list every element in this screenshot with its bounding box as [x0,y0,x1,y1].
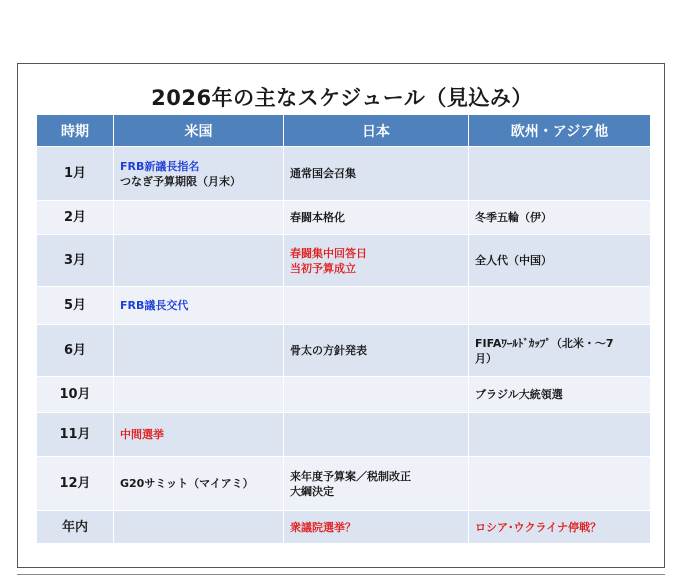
us-cell [114,201,284,235]
japan-cell [284,377,469,413]
us-cell [114,413,284,457]
us-cell [114,377,284,413]
europe-asia-event: 全人代（中国） [475,254,552,267]
japan-cell [284,511,469,544]
japan-cell [284,287,469,325]
table-row [37,201,651,235]
table-row [37,377,651,413]
month-cell: 3月 [37,235,114,287]
japan-event: 当初予算成立 [290,261,356,275]
table-row [37,413,651,457]
header-japan: 日本 [284,115,469,147]
us-event: つなぎ予算期限（月末） [120,174,241,188]
header-period: 時期 [37,115,114,147]
us-cell [114,147,284,201]
japan-event: 衆議院選挙？ [290,520,356,534]
month-cell: 2月 [37,201,114,235]
table-row [37,511,651,544]
europe-asia-cell [469,457,651,511]
japan-cell [284,235,469,287]
month-cell: 6月 [37,325,114,377]
europe-asia-cell [469,377,651,413]
table-row [37,325,651,377]
europe-asia-event: 月） [475,351,497,365]
japan-cell [284,201,469,235]
japan-cell [284,457,469,511]
bottom-divider [17,574,665,575]
us-event: 中間選挙 [120,428,164,441]
table-row [37,147,651,201]
europe-asia-cell [469,413,651,457]
month-cell: 5月 [37,287,114,325]
japan-cell [284,413,469,457]
japan-cell [284,147,469,201]
us-event: FRB新議長指名 [120,159,200,173]
us-event: FRB議長交代 [120,299,189,312]
europe-asia-cell [469,201,651,235]
us-event: G20サミット（マイアミ） [120,477,254,490]
header-europe-asia: 欧州・アジア他 [469,115,651,147]
month-cell: 11月 [37,413,114,457]
japan-event: 通常国会召集 [290,167,356,180]
us-cell [114,511,284,544]
month-cell: 年内 [37,511,114,544]
europe-asia-cell [469,325,651,377]
europe-asia-event: ロシア･ウクライナ停戦？ [475,520,602,534]
europe-asia-event: FIFAﾜｰﾙﾄﾞｶｯﾌﾟ（北米・～7 [475,336,614,350]
month-cell: 12月 [37,457,114,511]
month-cell: 10月 [37,377,114,413]
schedule-table [36,114,651,544]
schedule-slide [17,63,665,568]
japan-event: 来年度予算案／税制改正 [290,469,411,483]
japan-event: 春闘集中回答日 [290,246,367,260]
table-row [37,287,651,325]
europe-asia-cell [469,511,651,544]
us-cell [114,235,284,287]
us-cell [114,287,284,325]
europe-asia-cell [469,147,651,201]
japan-event: 大綱決定 [290,484,334,498]
japan-cell [284,325,469,377]
slide-title: 2026年の主なスケジュール（見込み） [151,86,533,110]
japan-event: 骨太の方針発表 [290,344,367,357]
month-cell: 1月 [37,147,114,201]
japan-event: 春闘本格化 [290,211,345,224]
header-us: 米国 [114,115,284,147]
table-row [37,235,651,287]
header-row [37,115,651,147]
table-row [37,457,651,511]
europe-asia-event: ブラジル大統領選 [475,388,563,401]
europe-asia-event: 冬季五輪（伊） [475,211,552,224]
europe-asia-cell [469,235,651,287]
us-cell [114,457,284,511]
europe-asia-cell [469,287,651,325]
us-cell [114,325,284,377]
